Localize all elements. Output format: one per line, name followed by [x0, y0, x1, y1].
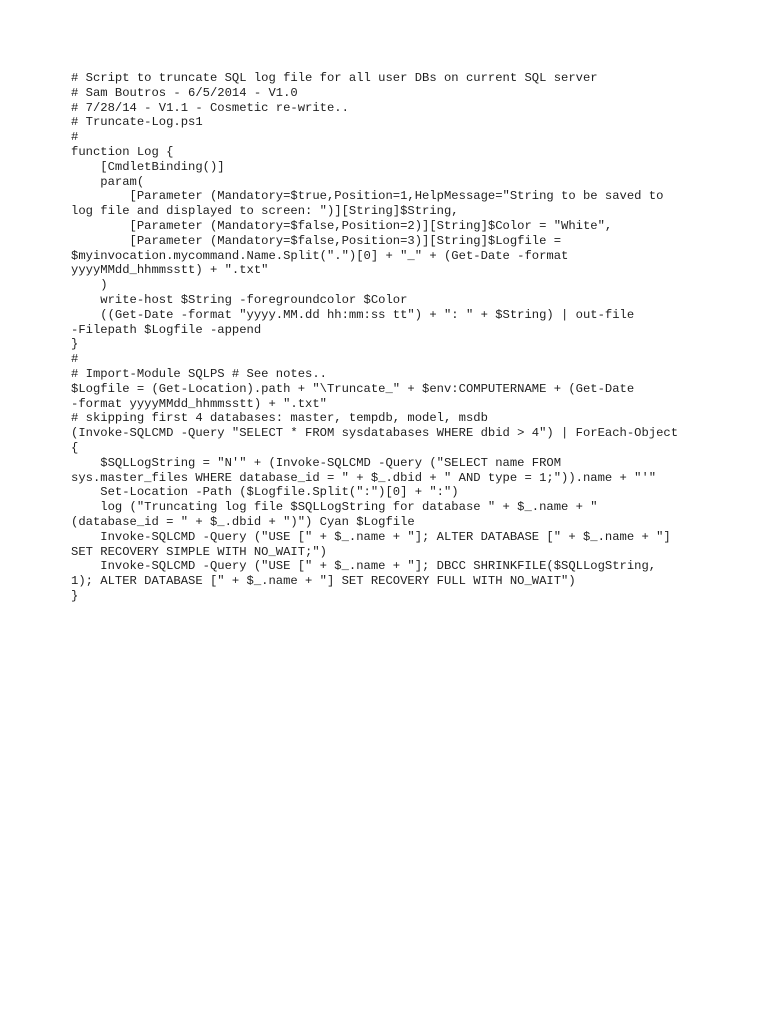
code-line: -format yyyyMMdd_hhmmsstt) + ".txt"	[71, 396, 327, 411]
code-line: $Logfile = (Get-Location).path + "\Truncate_" + $env:COMPUTERNAME + (Get-Date	[71, 381, 635, 396]
code-line: # 7/28/14 - V1.1 - Cosmetic re-write..	[71, 100, 349, 115]
code-line: # Import-Module SQLPS # See notes..	[71, 366, 327, 381]
code-line: [Parameter (Mandatory=$false,Position=3)][String]$Logfile =	[71, 233, 562, 248]
code-line: $myinvocation.mycommand.Name.Split(".")[0] + "_" + (Get-Date -format	[71, 248, 569, 263]
code-line: {	[71, 440, 79, 455]
code-line: # skipping first 4 databases: master, tempdb, model, msdb	[71, 411, 488, 426]
code-line: )	[71, 278, 108, 293]
code-line: #	[71, 130, 79, 145]
script-code-block	[71, 71, 711, 604]
code-line: (Invoke-SQLCMD -Query "SELECT * FROM sysdatabases WHERE dbid > 4") | ForEach-Object	[71, 426, 679, 441]
code-line: # Script to truncate SQL log file for all user DBs on current SQL server	[71, 71, 598, 85]
code-line: }	[71, 337, 79, 352]
code-line: #	[71, 352, 79, 367]
code-line: SET RECOVERY SIMPLE WITH NO_WAIT;")	[71, 544, 327, 559]
code-line: Set-Location -Path ($Logfile.Split(":")[0] + ":")	[71, 485, 459, 500]
code-line: yyyyMMdd_hhmmsstt) + ".txt"	[71, 263, 269, 278]
code-line: ((Get-Date -format "yyyy.MM.dd hh:mm:ss tt") + ": " + $String) | out-file	[71, 307, 635, 322]
code-line: # Truncate-Log.ps1	[71, 115, 203, 130]
code-line: [Parameter (Mandatory=$false,Position=2)][String]$Color = "White",	[71, 218, 613, 233]
code-line: (database_id = " + $_.dbid + ")") Cyan $Logfile	[71, 514, 415, 529]
code-line: -Filepath $Logfile -append	[71, 322, 262, 337]
code-line: write-host $String -foregroundcolor $Color	[71, 292, 408, 307]
code-line: function Log {	[71, 144, 174, 159]
code-line: }	[71, 588, 79, 603]
code-line: Invoke-SQLCMD -Query ("USE [" + $_.name + "]; DBCC SHRINKFILE($SQLLogString,	[71, 559, 657, 574]
code-line: Invoke-SQLCMD -Query ("USE [" + $_.name + "]; ALTER DATABASE [" + $_.name + "]	[71, 529, 671, 544]
code-line: sys.master_files WHERE database_id = " + $_.dbid + " AND type = 1;")).name + "'"	[71, 470, 657, 485]
code-line: # Sam Boutros - 6/5/2014 - V1.0	[71, 85, 298, 100]
code-line: $SQLLogString = "N'" + (Invoke-SQLCMD -Query ("SELECT name FROM	[71, 455, 562, 470]
code-line: log file and displayed to screen: ")][String]$String,	[71, 204, 459, 219]
code-line: param(	[71, 174, 145, 189]
code-line: 1); ALTER DATABASE [" + $_.name + "] SET RECOVERY FULL WITH NO_WAIT")	[71, 574, 576, 589]
code-line: [Parameter (Mandatory=$true,Position=1,HelpMessage="String to be saved to	[71, 189, 664, 204]
code-line: log ("Truncating log file $SQLLogString for database " + $_.name + "	[71, 500, 598, 515]
code-line: [CmdletBinding()]	[71, 159, 225, 174]
